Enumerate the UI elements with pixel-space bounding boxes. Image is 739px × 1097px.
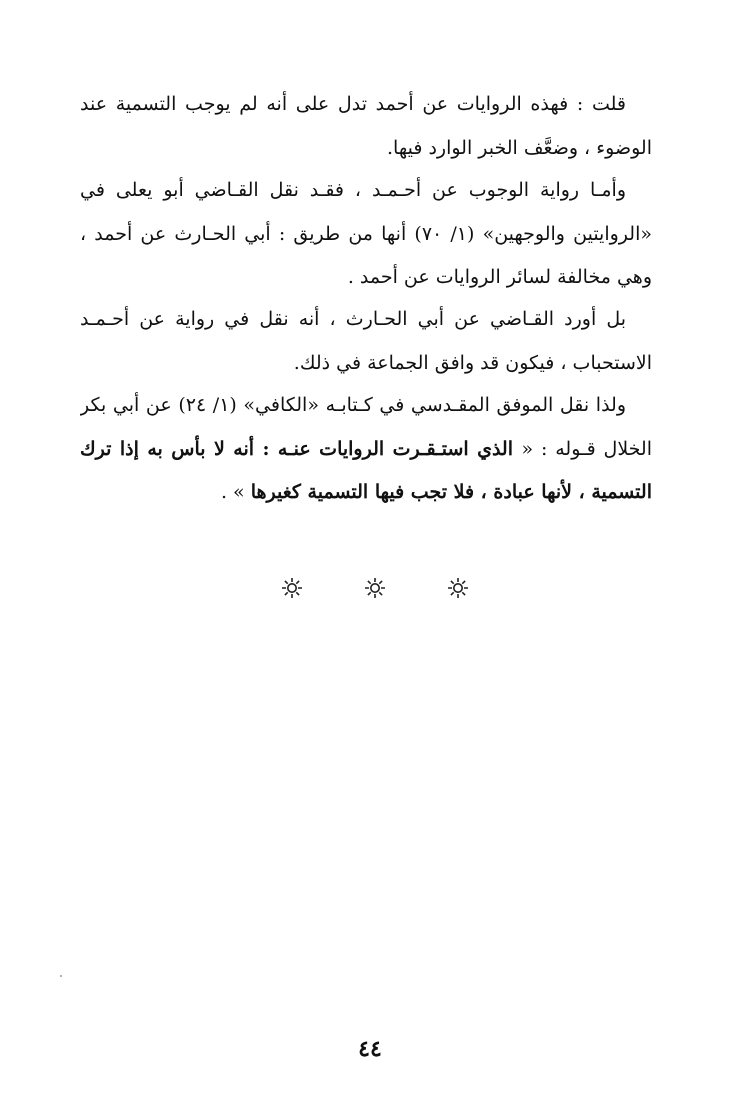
- paragraph-1: [80, 83, 652, 170]
- asterisk-flower-icon: [280, 576, 304, 600]
- quote-text-part-2: التسمية ، لأنها عبادة ، فلا تجب فيها التسمية كغيرها: [250, 481, 652, 503]
- quote-intro: الخلال قـوله : «: [521, 437, 652, 460]
- quote-close: » .: [220, 481, 251, 503]
- paragraph-3-line-1: بل أورد القـاضي عن أبي الحـارث ، أنه نقل في رواية عن أحـمـد: [80, 308, 626, 330]
- paragraph-4: [80, 384, 652, 515]
- paragraph-3: [80, 298, 652, 385]
- paragraph-1-line-2: الوضوء ، وضعَّف الخبر الوارد فيها.: [387, 136, 652, 159]
- paragraph-3-line-2: الاستحباب ، فيكون قد وافق الجماعة في ذلك.: [293, 351, 652, 374]
- asterisk-flower-icon: [363, 576, 387, 600]
- paragraph-4-line-1: ولذا نقل الموفق المقـدسي في كـتابـه «الكافي» (١/ ٢٤) عن أبي بكر: [80, 394, 627, 416]
- paragraph-2: [80, 169, 652, 300]
- quote-text-part-1: الذي استـقـرت الروايات عنـه : أنه لا بأس به إذا ترك: [80, 437, 522, 460]
- paragraph-2-line-1: وأمـا رواية الوجوب عن أحـمـد ، فقـد نقل القـاضي أبو يعلى في: [80, 179, 626, 201]
- paragraph-2-line-2: «الروايتين والوجهين» (١/ ٧٠) أنها من طريق : أبي الحـارث عن أحمد ،: [80, 222, 652, 245]
- asterisk-flower-icon: [446, 576, 470, 600]
- paragraph-2-line-3: وهي مخالفة لسائر الروايات عن أحمد .: [347, 266, 652, 288]
- paragraph-1-line-1: قلت : فهذه الروايات عن أحمد تدل على أنه لم يوجب التسمية عند: [80, 93, 626, 115]
- page-number: ٤٤: [358, 1036, 382, 1062]
- scan-speck: [60, 975, 62, 977]
- paragraph-4-line-2: [80, 428, 652, 472]
- section-divider-ornaments: [280, 576, 470, 606]
- paragraph-4-line-3: [80, 471, 652, 515]
